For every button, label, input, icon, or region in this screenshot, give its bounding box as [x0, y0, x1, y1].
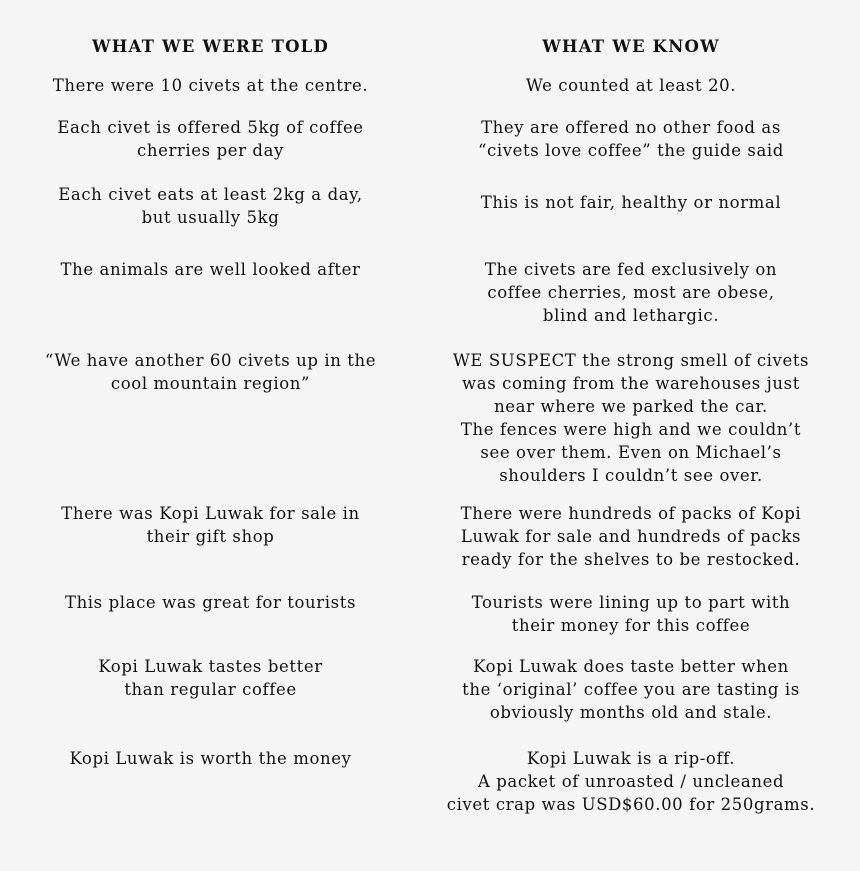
text-line: coffee cherries, most are obese,: [487, 283, 775, 302]
text-line: A packet of unroasted / uncleaned: [477, 772, 785, 791]
told-cell-gift-shop: [18, 502, 403, 548]
know-cell-no-other-food: [422, 116, 840, 162]
text-line: Each civet eats at least 2kg a day,: [58, 185, 363, 204]
told-cell-taste: [18, 655, 403, 701]
text-line: Kopi Luwak is worth the money: [69, 749, 352, 768]
text-line: obviously months old and stale.: [489, 703, 773, 722]
text-line: the ‘original’ coffee you are tasting is: [462, 680, 800, 699]
know-cell-civet-count: [422, 74, 840, 97]
text-line: There was Kopi Luwak for sale in: [61, 504, 360, 523]
told-heading: WHAT WE WERE TOLD: [92, 37, 329, 56]
text-line: We counted at least 20.: [525, 76, 737, 95]
told-cell-coffee-eaten: [18, 183, 403, 229]
know-cell-rip-off: [422, 747, 840, 816]
text-line: cherries per day: [137, 141, 284, 160]
text-line: civet crap was USD$60.00 for 250grams.: [446, 795, 816, 814]
text-line: The animals are well looked after: [60, 260, 361, 279]
text-line: “civets love coffee” the guide said: [478, 141, 784, 160]
text-line: Kopi Luwak is a rip-off.: [526, 749, 736, 768]
text-line: Luwak for sale and hundreds of packs: [460, 527, 802, 546]
text-line: This place was great for tourists: [64, 593, 357, 612]
know-cell-obese-civets: [422, 258, 840, 327]
text-line: see over them. Even on Michael’s: [480, 443, 782, 462]
told-cell-tourists: [18, 591, 403, 614]
text-line: near where we parked the car.: [494, 397, 768, 416]
told-cell-worth-money: [18, 747, 403, 770]
know-heading: WHAT WE KNOW: [542, 37, 720, 56]
told-cell-mountain-civets: [18, 349, 403, 395]
know-cell-hundreds-of-packs: [422, 502, 840, 571]
told-cell-civet-count: [18, 74, 403, 97]
text-line: was coming from the warehouses just: [462, 374, 800, 393]
text-line: They are offered no other food as: [481, 118, 781, 137]
text-line: The civets are fed exclusively on: [484, 260, 778, 279]
text-line: but usually 5kg: [141, 208, 280, 227]
text-line: Kopi Luwak tastes better: [98, 657, 323, 676]
know-cell-stale-coffee: [422, 655, 840, 724]
text-line: Tourists were lining up to part with: [471, 593, 791, 612]
told-cell-animal-care: [18, 258, 403, 281]
text-line: WE SUSPECT the strong smell of civets: [452, 351, 810, 370]
text-line: There were 10 civets at the centre.: [52, 76, 369, 95]
text-line: Each civet is offered 5kg of coffee: [57, 118, 364, 137]
know-cell-warehouses: [422, 349, 840, 487]
told-cell-coffee-offered: [18, 116, 403, 162]
text-line: ready for the shelves to be restocked.: [461, 550, 801, 569]
text-line: shoulders I couldn’t see over.: [499, 466, 763, 485]
text-line: cool mountain region”: [110, 374, 311, 393]
text-line: The fences were high and we couldn’t: [460, 420, 802, 439]
text-line: blind and lethargic.: [542, 306, 720, 325]
know-cell-not-fair: [422, 191, 840, 214]
text-line: their money for this coffee: [511, 616, 751, 635]
know-cell-tourists-lining-up: [422, 591, 840, 637]
text-line: This is not fair, healthy or normal: [480, 193, 782, 212]
text-line: Kopi Luwak does taste better when: [473, 657, 789, 676]
text-line: their gift shop: [146, 527, 275, 546]
text-line: than regular coffee: [124, 680, 297, 699]
text-line: “We have another 60 civets up in the: [44, 351, 377, 370]
text-line: There were hundreds of packs of Kopi: [460, 504, 802, 523]
